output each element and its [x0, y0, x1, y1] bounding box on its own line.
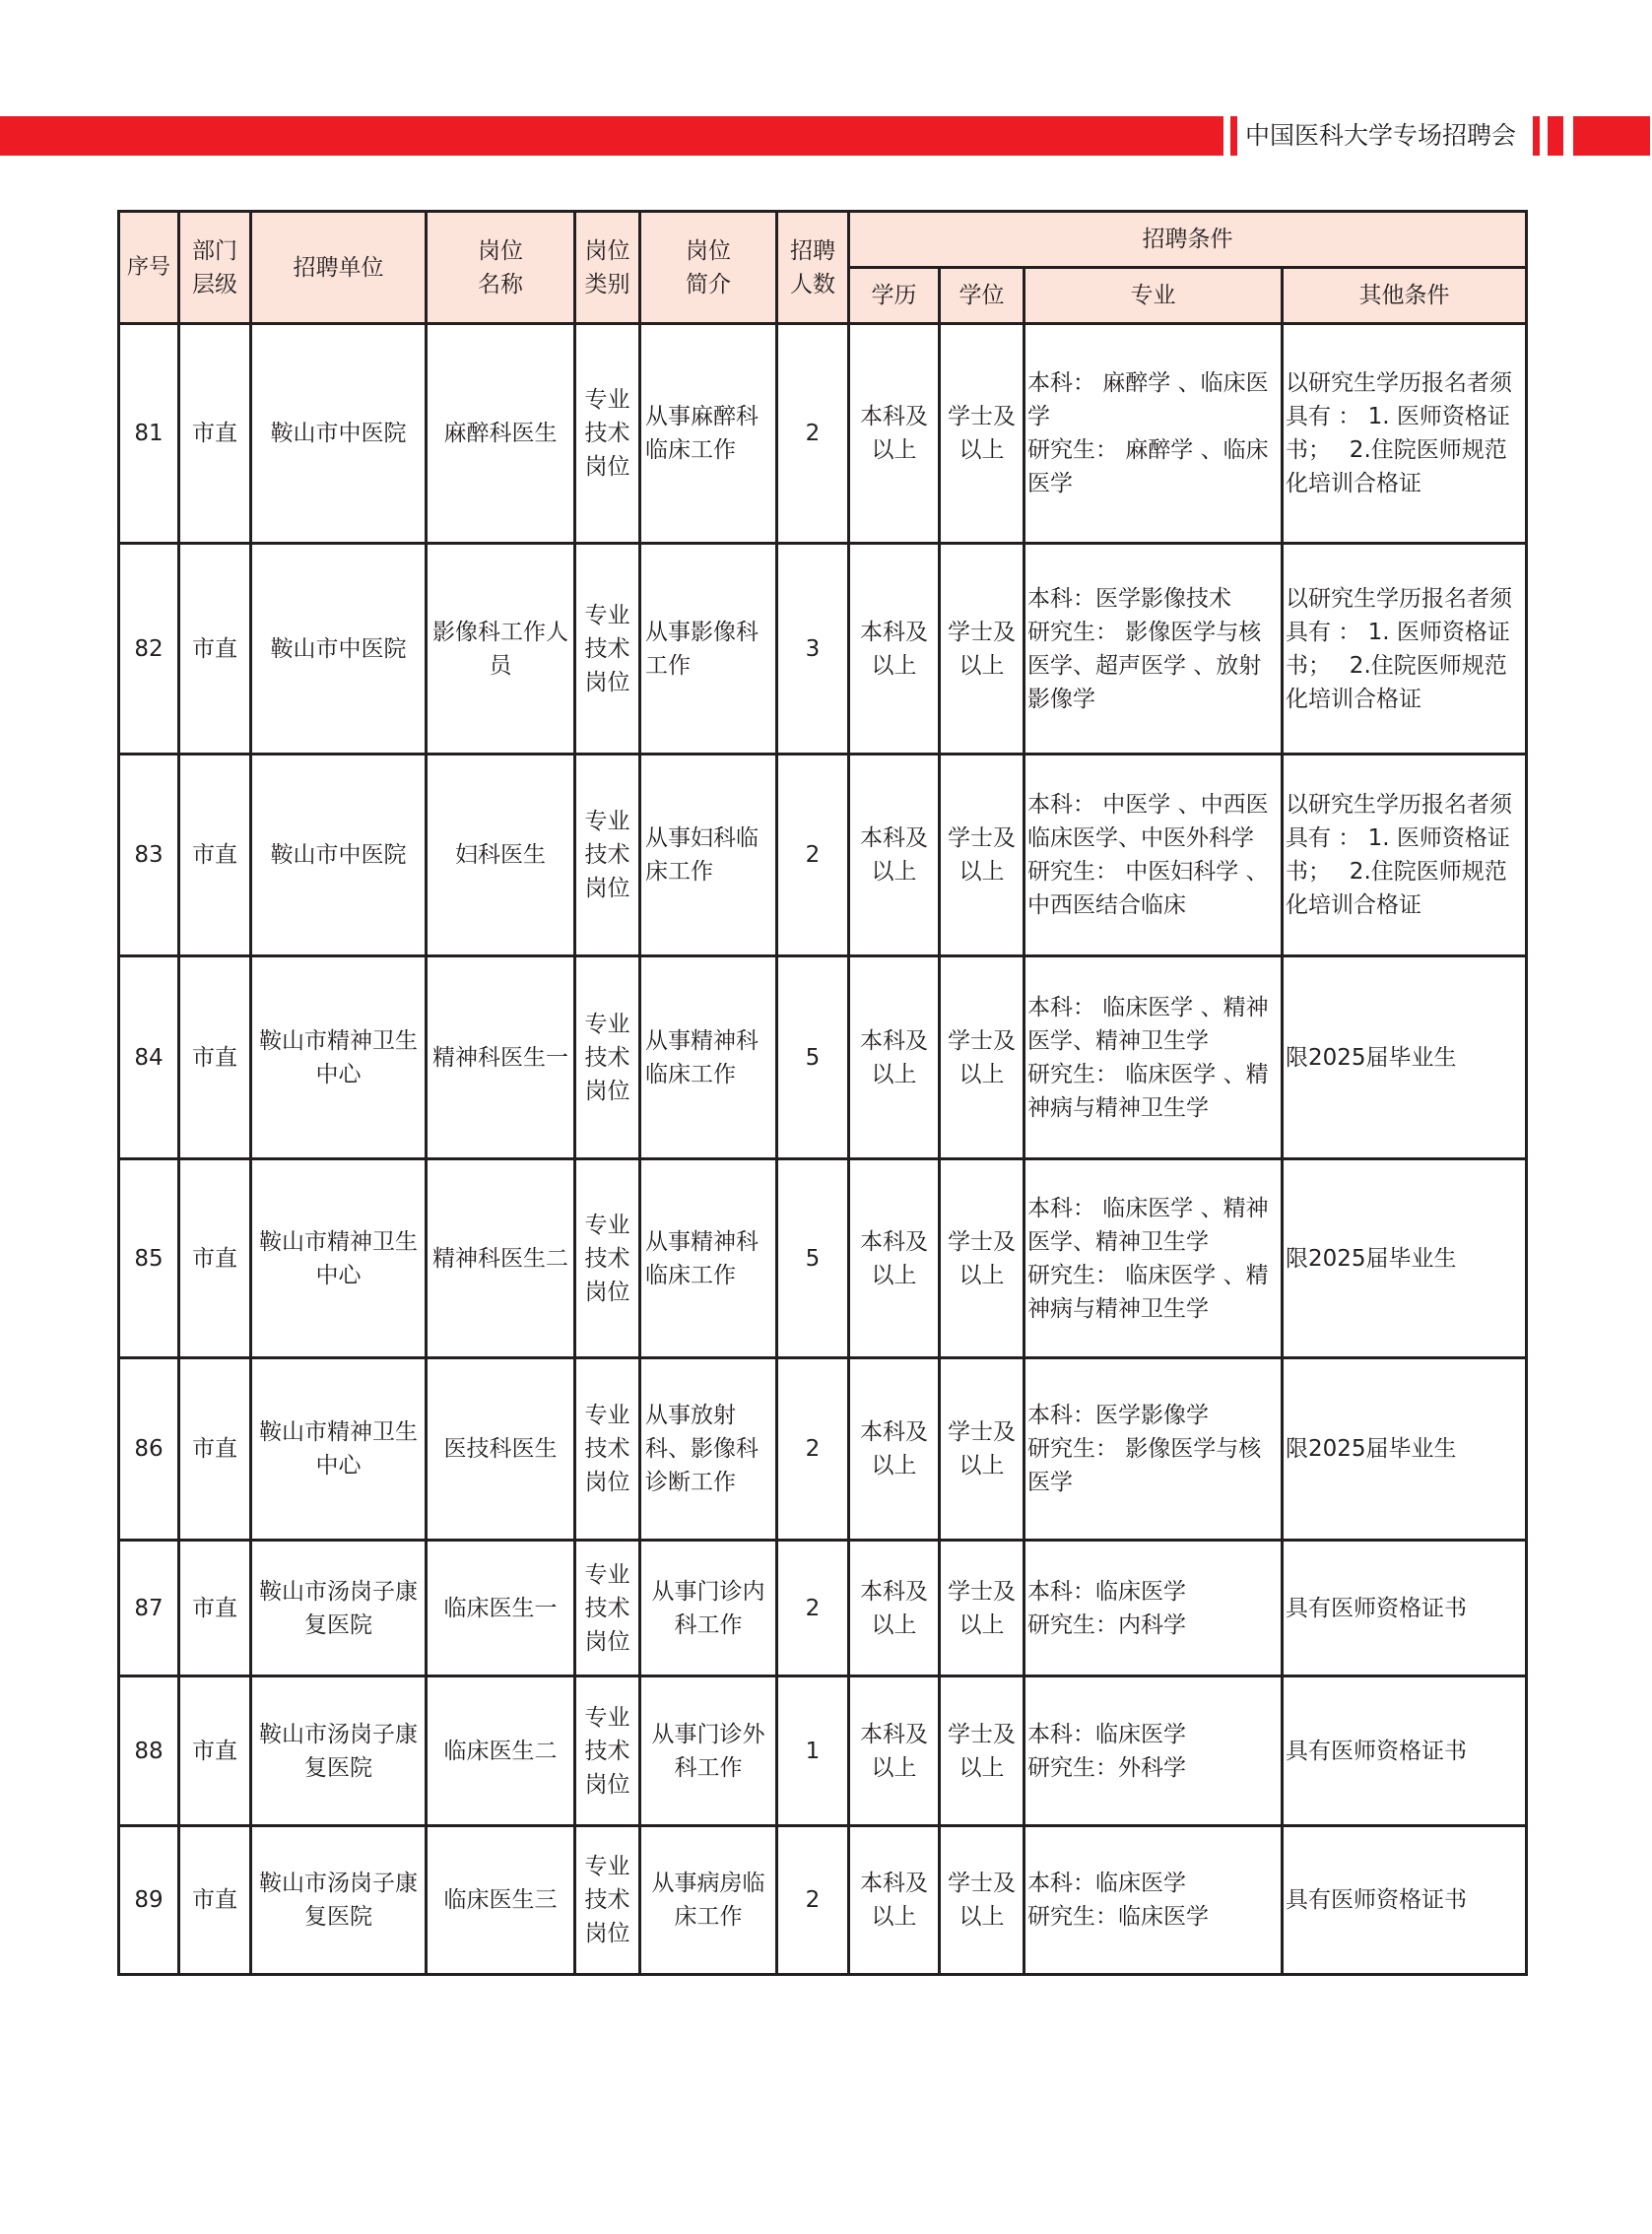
cell-post-name: 临床医生三	[427, 1826, 575, 1975]
banner-bar-right	[1573, 116, 1650, 156]
cell-post-desc: 从事麻醉科临床工作	[640, 324, 777, 544]
cell-post-name: 临床医生一	[427, 1541, 575, 1676]
cell-dept-level: 市直	[179, 1358, 251, 1541]
cell-unit: 鞍山市中医院	[251, 544, 427, 755]
cell-major: 本科：临床医学 研究生：临床医学	[1024, 1826, 1283, 1975]
cell-dept-level: 市直	[179, 956, 251, 1159]
banner-bar-accent-right-1	[1533, 116, 1540, 156]
cell-other: 限2025届毕业生	[1283, 1159, 1527, 1358]
cell-degree: 学士及以上	[940, 544, 1024, 755]
table-row	[119, 1826, 1527, 1975]
cell-post-desc: 从事病房临床工作	[640, 1826, 777, 1975]
cell-dept-level: 市直	[179, 1826, 251, 1975]
cell-post-type: 专业技术岗位	[575, 1541, 640, 1676]
cell-seq: 85	[119, 1159, 179, 1358]
cell-education: 本科及以上	[849, 1358, 940, 1541]
cell-count: 3	[777, 544, 849, 755]
cell-unit: 鞍山市汤岗子康复医院	[251, 1676, 427, 1826]
cell-count: 5	[777, 1159, 849, 1358]
cell-seq: 87	[119, 1541, 179, 1676]
cell-post-name: 麻醉科医生	[427, 324, 575, 544]
banner-title: 中国医科大学专场招聘会	[1245, 121, 1517, 150]
cell-count: 2	[777, 1826, 849, 1975]
cell-dept-level: 市直	[179, 544, 251, 755]
cell-count: 5	[777, 956, 849, 1159]
header-unit: 招聘单位	[251, 212, 427, 324]
header-post-type: 岗位类别	[575, 212, 640, 324]
header-dept-level: 部门层级	[179, 212, 251, 324]
cell-degree: 学士及以上	[940, 324, 1024, 544]
header-post-desc: 岗位简介	[640, 212, 777, 324]
cell-post-type: 专业技术岗位	[575, 544, 640, 755]
header-degree: 学位	[940, 268, 1024, 324]
header-other: 其他条件	[1283, 268, 1527, 324]
cell-degree: 学士及以上	[940, 1159, 1024, 1358]
cell-count: 2	[777, 324, 849, 544]
banner-bar-accent-right-2	[1548, 116, 1563, 156]
cell-other: 以研究生学历报名者须具有 ： 1. 医师资格证书； 2.住院医师规范化培训合格证	[1283, 755, 1527, 956]
header-education: 学历	[849, 268, 940, 324]
cell-seq: 86	[119, 1358, 179, 1541]
cell-major: 本科：临床医学 研究生：内科学	[1024, 1541, 1283, 1676]
cell-other: 具有医师资格证书	[1283, 1676, 1527, 1826]
cell-degree: 学士及以上	[940, 755, 1024, 956]
cell-count: 2	[777, 1541, 849, 1676]
cell-unit: 鞍山市精神卫生中心	[251, 1159, 427, 1358]
table-row	[119, 1159, 1527, 1358]
table-row	[119, 1358, 1527, 1541]
cell-major: 本科：医学影像学 研究生： 影像医学与核医学	[1024, 1358, 1283, 1541]
header-major: 专业	[1024, 268, 1283, 324]
cell-seq: 83	[119, 755, 179, 956]
cell-count: 2	[777, 755, 849, 956]
recruitment-table	[117, 210, 1528, 1976]
cell-education: 本科及以上	[849, 1159, 940, 1358]
header-post-name: 岗位名称	[427, 212, 575, 324]
table-row	[119, 956, 1527, 1159]
cell-degree: 学士及以上	[940, 1541, 1024, 1676]
cell-post-name: 妇科医生	[427, 755, 575, 956]
cell-education: 本科及以上	[849, 755, 940, 956]
banner-bar-accent-left	[1230, 116, 1237, 156]
cell-post-type: 专业技术岗位	[575, 324, 640, 544]
table-row	[119, 1541, 1527, 1676]
cell-dept-level: 市直	[179, 1676, 251, 1826]
header-count: 招聘人数	[777, 212, 849, 324]
cell-post-name: 医技科医生	[427, 1358, 575, 1541]
cell-other: 限2025届毕业生	[1283, 1358, 1527, 1541]
cell-post-type: 专业技术岗位	[575, 956, 640, 1159]
cell-post-desc: 从事精神科临床工作	[640, 956, 777, 1159]
cell-count: 2	[777, 1358, 849, 1541]
cell-major: 本科： 麻醉学 、临床医学 研究生： 麻醉学 、临床医学	[1024, 324, 1283, 544]
cell-post-name: 精神科医生二	[427, 1159, 575, 1358]
cell-post-desc: 从事精神科临床工作	[640, 1159, 777, 1358]
table-row	[119, 1676, 1527, 1826]
cell-post-type: 专业技术岗位	[575, 755, 640, 956]
cell-education: 本科及以上	[849, 1676, 940, 1826]
cell-unit: 鞍山市精神卫生中心	[251, 956, 427, 1159]
cell-other: 具有医师资格证书	[1283, 1826, 1527, 1975]
cell-seq: 84	[119, 956, 179, 1159]
cell-post-name: 精神科医生一	[427, 956, 575, 1159]
cell-degree: 学士及以上	[940, 956, 1024, 1159]
cell-post-type: 专业技术岗位	[575, 1358, 640, 1541]
cell-degree: 学士及以上	[940, 1826, 1024, 1975]
cell-seq: 89	[119, 1826, 179, 1975]
cell-education: 本科及以上	[849, 324, 940, 544]
cell-major: 本科：医学影像技术 研究生： 影像医学与核医学、超声医学 、放射影像学	[1024, 544, 1283, 755]
cell-degree: 学士及以上	[940, 1358, 1024, 1541]
cell-unit: 鞍山市中医院	[251, 324, 427, 544]
cell-seq: 81	[119, 324, 179, 544]
header-seq: 序号	[119, 212, 179, 324]
cell-major: 本科： 临床医学 、精神医学、精神卫生学 研究生： 临床医学 、精神病与精神卫生学	[1024, 1159, 1283, 1358]
cell-seq: 88	[119, 1676, 179, 1826]
cell-degree: 学士及以上	[940, 1676, 1024, 1826]
cell-unit: 鞍山市汤岗子康复医院	[251, 1826, 427, 1975]
cell-major: 本科： 中医学 、中西医临床医学、中医外科学 研究生： 中医妇科学 、中西医结合临床	[1024, 755, 1283, 956]
table-row	[119, 544, 1527, 755]
cell-unit: 鞍山市汤岗子康复医院	[251, 1541, 427, 1676]
cell-other: 具有医师资格证书	[1283, 1541, 1527, 1676]
cell-major: 本科：临床医学 研究生：外科学	[1024, 1676, 1283, 1826]
cell-unit: 鞍山市精神卫生中心	[251, 1358, 427, 1541]
cell-post-type: 专业技术岗位	[575, 1159, 640, 1358]
cell-post-desc: 从事门诊内科工作	[640, 1541, 777, 1676]
cell-other: 以研究生学历报名者须具有 ： 1. 医师资格证书； 2.住院医师规范化培训合格证	[1283, 544, 1527, 755]
cell-other: 以研究生学历报名者须具有 ： 1. 医师资格证书； 2.住院医师规范化培训合格证	[1283, 324, 1527, 544]
cell-post-desc: 从事门诊外科工作	[640, 1676, 777, 1826]
cell-post-desc: 从事影像科工作	[640, 544, 777, 755]
cell-education: 本科及以上	[849, 956, 940, 1159]
cell-dept-level: 市直	[179, 755, 251, 956]
cell-education: 本科及以上	[849, 1826, 940, 1975]
cell-dept-level: 市直	[179, 1541, 251, 1676]
cell-post-name: 临床医生二	[427, 1676, 575, 1826]
banner-bar-left	[0, 116, 1223, 156]
header-row-1	[119, 212, 1527, 268]
cell-unit: 鞍山市中医院	[251, 755, 427, 956]
cell-education: 本科及以上	[849, 544, 940, 755]
cell-education: 本科及以上	[849, 1541, 940, 1676]
cell-post-type: 专业技术岗位	[575, 1676, 640, 1826]
cell-post-desc: 从事放射科、影像科诊断工作	[640, 1358, 777, 1541]
cell-dept-level: 市直	[179, 1159, 251, 1358]
cell-post-desc: 从事妇科临床工作	[640, 755, 777, 956]
cell-post-name: 影像科工作人员	[427, 544, 575, 755]
cell-dept-level: 市直	[179, 324, 251, 544]
cell-other: 限2025届毕业生	[1283, 956, 1527, 1159]
cell-count: 1	[777, 1676, 849, 1826]
header-conditions: 招聘条件	[849, 212, 1527, 268]
cell-seq: 82	[119, 544, 179, 755]
table-row	[119, 755, 1527, 956]
cell-post-type: 专业技术岗位	[575, 1826, 640, 1975]
cell-major: 本科： 临床医学 、精神医学、精神卫生学 研究生： 临床医学 、精神病与精神卫生学	[1024, 956, 1283, 1159]
table-row	[119, 324, 1527, 544]
